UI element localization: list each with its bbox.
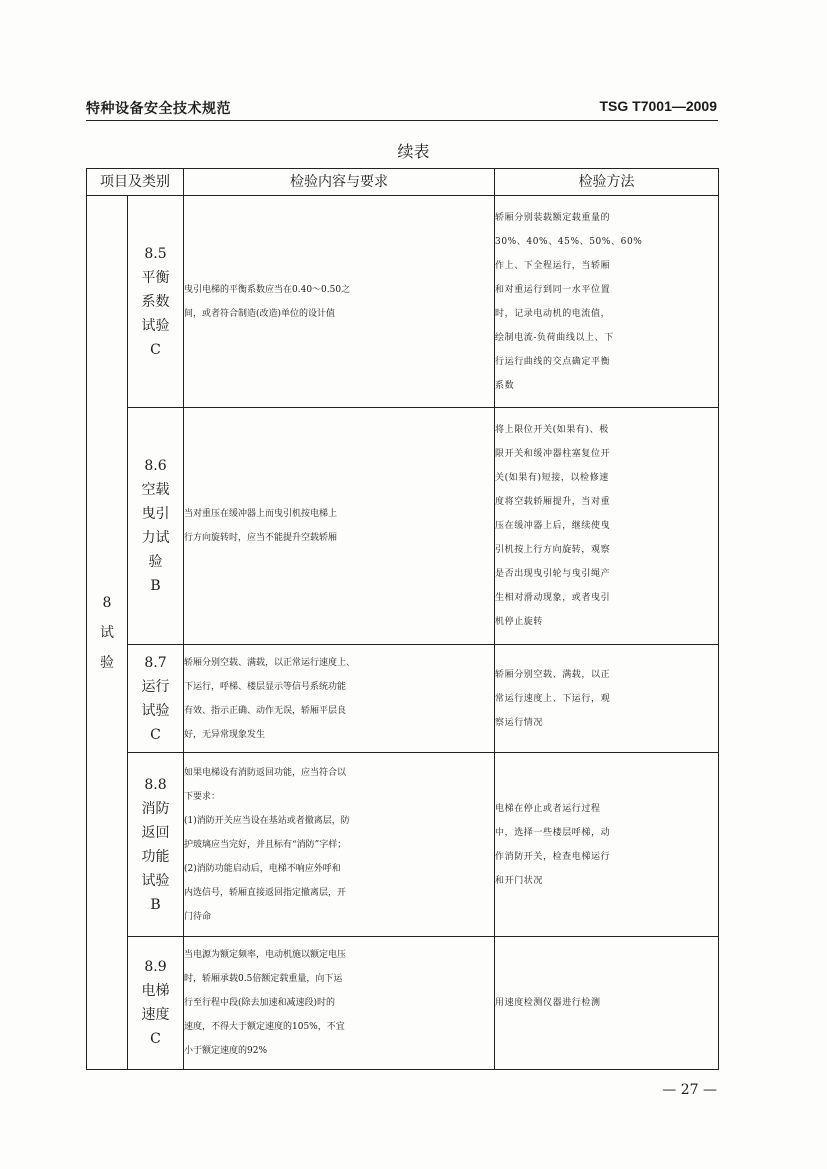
item-line: 8.8 [144,776,167,793]
item-cell [128,196,184,408]
table-row [87,408,719,645]
item-line: B [150,578,161,594]
requirement-cell [184,408,495,645]
header-requirement: 检验内容与要求 [184,169,495,196]
method-cell [495,196,719,408]
requirement-line: 间，或者符合制造(改造)单位的设计值 [184,308,336,319]
item-line: 运行 [141,678,170,695]
method-line: 和开门状况 [495,875,544,886]
requirement-line: 当电源为额定频率，电动机施以额定电压 [184,950,347,960]
method-cell [495,937,719,1070]
item-cell [128,937,184,1070]
item-line: B [150,896,161,913]
category-char: 试 [100,624,114,641]
table-row [87,645,719,753]
item-line: 返回 [141,824,170,841]
method-line: 行运行曲线的交点确定平衡 [495,356,611,367]
requirement-cell [184,196,495,408]
requirement-line: (1)消防开关应当设在基站或者撤离层，防 [184,815,350,826]
item-cell [128,753,184,937]
item-line: 8.6 [144,458,167,474]
table-row [87,753,719,937]
method-line: 轿厢分别空载、满载，以正 [495,669,611,680]
requirement-cell [184,645,495,753]
category-char: 验 [100,654,114,671]
item-line: 8.5 [144,245,167,262]
requirement-cell [184,753,495,937]
item-line: 力试 [141,530,170,546]
requirement-line: 好，无异常现象发生 [184,729,266,740]
document-series-title: 特种设备安全技术规范 [86,101,231,117]
method-cell [495,753,719,937]
requirement-line: 行至行程中段(除去加速和减速段)时的 [184,998,336,1008]
item-line: 8.9 [144,959,167,975]
category-number: 8 [102,594,112,611]
method-line: 用速度检测仪器进行检测 [495,998,601,1008]
table-row [87,937,719,1070]
requirement-line: 下要求： [184,791,221,802]
method-line: 常运行速度上、下运行，观 [495,693,611,704]
item-line: 平衡 [141,269,170,286]
requirement-line: 小于额定速度的92% [184,1046,268,1056]
item-line: 空载 [141,482,170,498]
item-line: C [150,726,161,743]
method-cell [495,408,719,645]
method-line: 30%、40%、45%、50%、60% [495,236,643,247]
item-cell [128,408,184,645]
requirement-line: 当对重压在缓冲器上而曳引机按电梯上 [184,509,338,519]
item-line: C [150,1031,161,1047]
requirement-line: 轿厢分别空载、满载，以正常运行速度上、 [184,657,356,668]
method-line: 系数 [495,380,515,391]
page-number: — 27 — [662,1082,717,1098]
header-category: 项目及类别 [87,169,184,196]
method-line: 压在缓冲器上后，继续使曳 [495,521,611,531]
item-line: 试验 [141,872,170,889]
method-line: 关(如果有)短接，以检修速 [495,473,609,483]
method-cell [495,645,719,753]
requirement-line: 行方向旋转时，应当不能提升空载轿厢 [184,533,338,543]
requirement-line: 内选信号，轿厢直接返回指定撤离层，开 [184,887,347,898]
item-line: 曳引 [141,506,170,522]
document-code: TSG T7001—2009 [599,98,717,114]
method-line: 作消防开关，检查电梯运行 [495,851,611,862]
method-line: 引机按上行方向旋转，观察 [495,545,611,555]
item-cell [128,645,184,753]
method-line: 将上限位开关(如果有)、极 [495,425,609,435]
item-line: 功能 [141,848,170,865]
method-line: 是否出现曳引轮与曳引绳产 [495,569,611,579]
requirement-line: 有效、指示正确、动作无误，轿厢平层良 [184,705,347,716]
method-line: 机停止旋转 [495,617,544,627]
requirement-line: 速度，不得大于额定速度的105%，不宜 [184,1022,345,1032]
method-line: 限开关和缓冲器柱塞复位开 [495,449,611,459]
method-line: 生相对滑动现象，或者曳引 [495,593,611,603]
method-line: 中，选择一些楼层呼梯，动 [495,827,611,838]
requirement-line: 下运行，呼梯、楼层显示等信号系统功能 [184,681,347,692]
requirement-line: (2)消防功能启动后，电梯不响应外呼和 [184,863,341,874]
table-row [87,196,719,408]
requirement-line: 曳引电梯的平衡系数应当在0.40～0.50之 [184,284,351,295]
item-line: 消防 [141,800,170,817]
item-line: 试验 [141,702,170,719]
method-line: 轿厢分别装载额定载重量的 [495,212,611,223]
item-line: C [150,341,161,358]
item-line: 验 [148,554,163,570]
item-line: 电梯 [141,983,170,999]
table-caption: 续表 [397,142,430,161]
requirement-line: 时，轿厢承载0.5倍额定载重量，向下运 [184,974,343,984]
requirement-line: 门待命 [184,911,212,922]
method-line: 度将空载轿厢提升，当对重 [495,497,611,507]
method-line: 作上、下全程运行，当轿厢 [495,260,611,271]
method-line: 电梯在停止或者运行过程 [495,803,601,814]
item-line: 8.7 [144,654,167,671]
requirement-line: 如果电梯设有消防返回功能，应当符合以 [184,767,347,778]
item-line: 试验 [141,317,170,334]
item-line: 速度 [141,1007,170,1023]
method-line: 时，记录电动机的电流值， [495,308,611,319]
item-line: 系数 [141,293,170,310]
method-line: 绘制电流-负荷曲线以上、下 [495,332,614,343]
category-cell [87,196,128,1070]
header-method: 检验方法 [495,169,719,196]
requirement-cell [184,937,495,1070]
method-line: 和对重运行到同一水平位置 [495,284,611,295]
table-header-row [87,169,719,196]
requirement-line: 护玻璃应当完好，并且标有“消防”字样； [184,839,347,850]
method-line: 察运行情况 [495,717,544,728]
header-divider [86,120,718,121]
inspection-table [86,168,719,1070]
